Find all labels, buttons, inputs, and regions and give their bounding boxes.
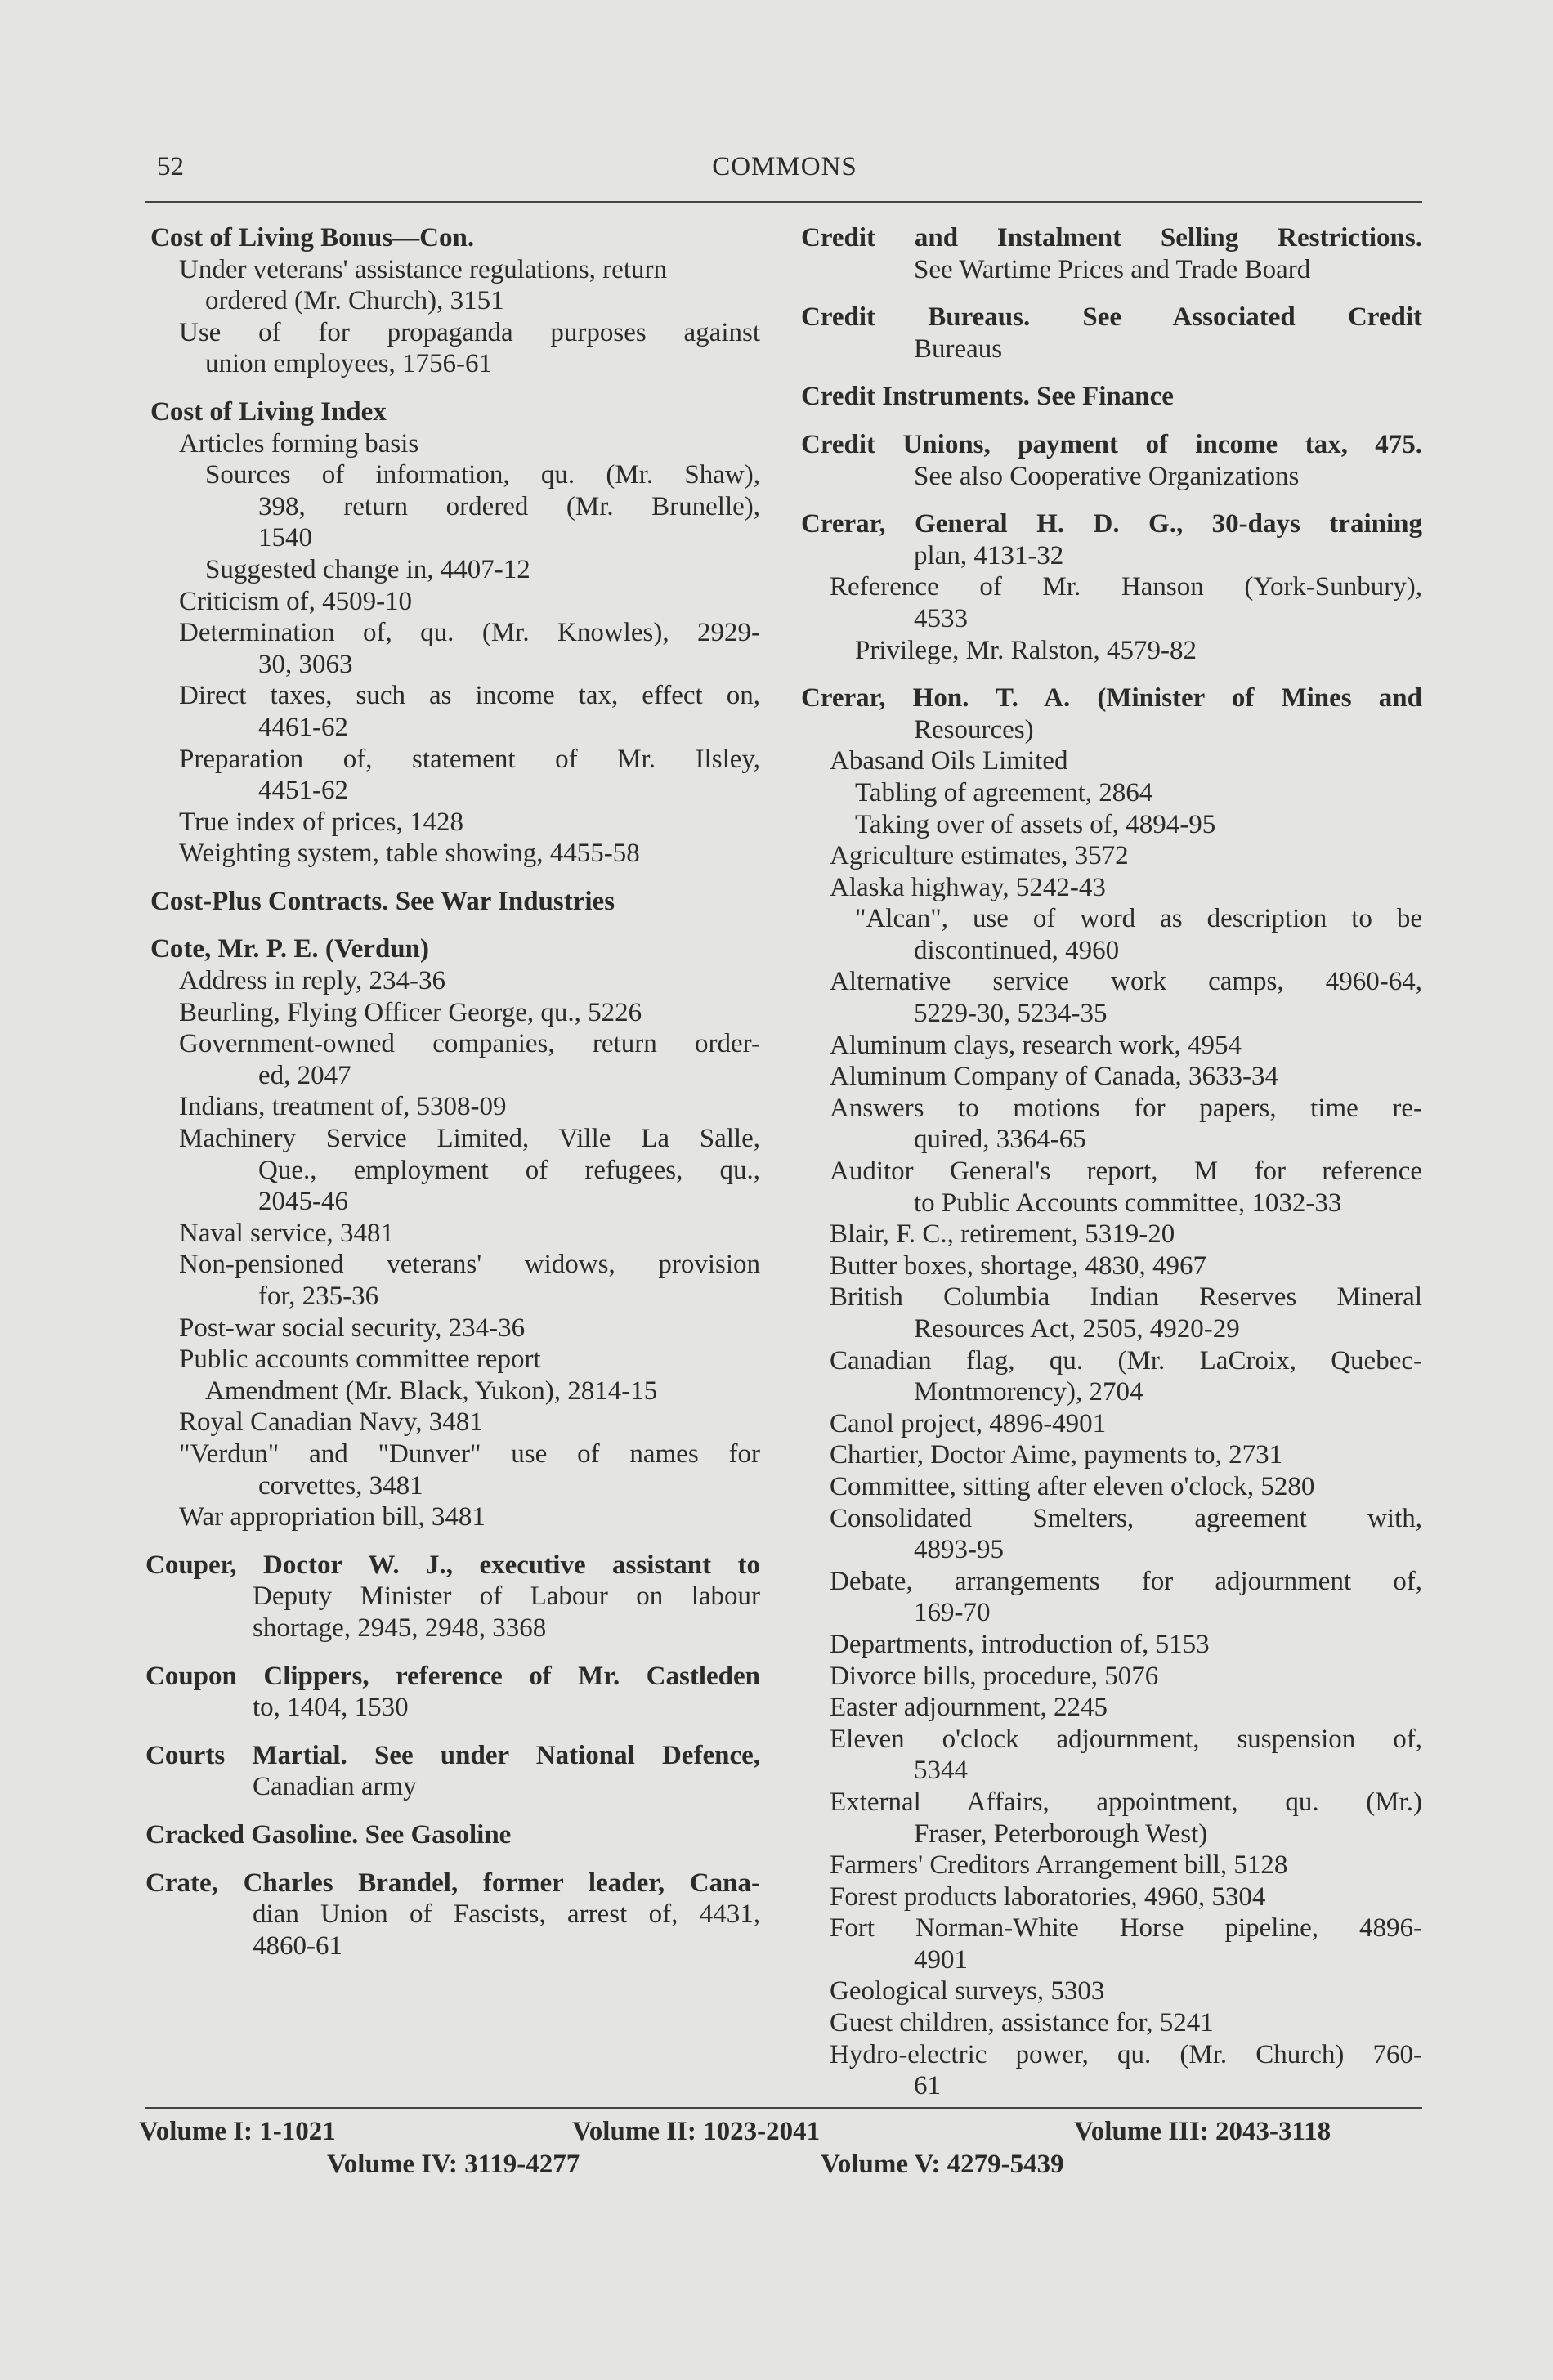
index-heading: Credit Instruments. See Finance: [801, 382, 1174, 412]
index-entry: [145, 396, 760, 870]
index-subentry: 5229-30, 5234-35: [914, 999, 1108, 1029]
index-subentry: Indians, treatment of, 5308-09: [179, 1092, 507, 1122]
index-heading: Cost of Living Index: [150, 396, 387, 427]
index-subentry: Under veterans' assistance regulations, return: [179, 254, 667, 284]
index-subentry: to Public Accounts committee, 1032-33: [914, 1188, 1342, 1218]
index-subentry: Amendment (Mr. Black, Yukon), 2814-15: [205, 1376, 658, 1406]
index-subentry: Forest products laboratories, 4960, 5304: [830, 1881, 1266, 1912]
index-subentry: Criticism of, 4509-10: [179, 586, 413, 616]
footer-rule: [145, 2107, 1422, 2109]
volume-row-2: [139, 2150, 1430, 2182]
index-subentry: Post-war social security, 234-36: [179, 1313, 526, 1343]
index-subentry: 1540: [258, 523, 312, 553]
index-subentry: Alternative service work camps, 4960-64,: [830, 967, 1422, 997]
index-heading: Credit Unions, payment of income tax, 475.: [801, 429, 1422, 459]
index-subentry: Deputy Minister of Labour on labour: [253, 1581, 760, 1612]
index-subentry: Privilege, Mr. Ralston, 4579-82: [855, 635, 1197, 665]
index-subentry: Public accounts committee report: [179, 1344, 541, 1375]
index-subentry: Agriculture estimates, 3572: [830, 841, 1129, 871]
index-subentry: Montmorency), 2704: [914, 1377, 1143, 1407]
index-subentry: Sources of information, qu. (Mr. Shaw),: [205, 460, 760, 490]
index-subentry: Departments, introduction of, 5153: [830, 1629, 1210, 1659]
index-subentry: Answers to motions for papers, time re-: [830, 1093, 1422, 1123]
index-subentry: quired, 3364-65: [914, 1125, 1086, 1155]
index-entry: [801, 429, 1422, 492]
index-subentry: Canadian flag, qu. (Mr. LaCroix, Quebec-: [830, 1345, 1422, 1376]
index-heading: Crerar, Hon. T. A. (Minister of Mines and: [801, 683, 1422, 714]
index-subentry: 5344: [914, 1756, 968, 1786]
index-subentry: Alaska highway, 5242-43: [830, 872, 1106, 902]
index-subentry: British Columbia Indian Reserves Mineral: [830, 1282, 1422, 1313]
page-number: 52: [157, 152, 184, 181]
index-subentry: Aluminum clays, research work, 4954: [830, 1030, 1242, 1060]
index-subentry: Consolidated Smelters, agreement with,: [830, 1503, 1422, 1533]
index-entry: [145, 1550, 760, 1644]
index-subentry: 4860-61: [253, 1930, 342, 1961]
index-subentry: See also Cooperative Organizations: [914, 461, 1300, 491]
volume-2-range: Volume II: 1023-2041: [572, 2117, 821, 2146]
index-subentry: union employees, 1756-61: [205, 349, 493, 379]
index-entry: [801, 381, 1422, 413]
index-entry: [145, 1661, 760, 1724]
index-entry: [145, 222, 760, 380]
running-head: COMMONS: [712, 152, 857, 181]
index-heading: Coupon Clippers, reference of Mr. Castleden: [145, 1661, 760, 1691]
index-subentry: plan, 4131-32: [914, 540, 1064, 570]
index-subentry: 4533: [914, 603, 968, 633]
index-subentry: Articles forming basis: [179, 428, 419, 459]
index-subentry: Use of for propaganda purposes against: [179, 317, 760, 347]
index-subentry: "Alcan", use of word as description to be: [855, 904, 1422, 934]
index-heading: Credit Bureaus. See Associated Credit: [801, 302, 1422, 333]
index-entry: [145, 933, 760, 1532]
index-subentry: for, 235-36: [258, 1282, 379, 1311]
index-subentry: External Affairs, appointment, qu. (Mr.): [830, 1787, 1422, 1817]
volume-4-range: Volume IV: 3119-4277: [327, 2150, 580, 2179]
index-heading: Couper, Doctor W. J., executive assistant to: [145, 1550, 760, 1580]
index-subentry: Determination of, qu. (Mr. Knowles), 2929-: [179, 618, 760, 648]
index-subentry: Blair, F. C., retirement, 5319-20: [830, 1219, 1175, 1250]
index-heading: Cracked Gasoline. See Gasoline: [145, 1819, 512, 1850]
index-entry: [801, 682, 1422, 2102]
index-subentry: discontinued, 4960: [914, 935, 1120, 965]
index-subentry: Fort Norman-White Horse pipeline, 4896-: [830, 1913, 1422, 1944]
index-subentry: Hydro-electric power, qu. (Mr. Church) 760-: [830, 2039, 1422, 2069]
index-subentry: 4893-95: [914, 1535, 1004, 1565]
index-subentry: War appropriation bill, 3481: [179, 1502, 486, 1532]
index-subentry: 4901: [914, 1944, 968, 1975]
index-subentry: Bureaus: [914, 333, 1003, 364]
index-subentry: See Wartime Prices and Trade Board: [914, 254, 1311, 284]
index-subentry: Debate, arrangements for adjournment of,: [830, 1566, 1422, 1596]
index-subentry: 398, return ordered (Mr. Brunelle),: [258, 491, 760, 521]
index-entry: [145, 886, 760, 918]
index-subentry: Suggested change in, 4407-12: [205, 554, 530, 584]
left-column: [145, 222, 760, 1978]
index-heading: Cost-Plus Contracts. See War Industries: [150, 886, 615, 916]
index-subentry: Geological surveys, 5303: [830, 1976, 1105, 2006]
index-heading: Cote, Mr. P. E. (Verdun): [150, 934, 430, 964]
index-subentry: Auditor General's report, M for reference: [830, 1156, 1422, 1187]
volume-5-range: Volume V: 4279-5439: [821, 2150, 1064, 2179]
index-subentry: "Verdun" and "Dunver" use of names for: [179, 1438, 760, 1469]
index-subentry: Abasand Oils Limited: [830, 746, 1068, 776]
index-subentry: Divorce bills, procedure, 5076: [830, 1661, 1159, 1691]
index-subentry: Canol project, 4896-4901: [830, 1408, 1107, 1438]
index-subentry: 61: [914, 2071, 941, 2101]
index-subentry: Farmers' Creditors Arrangement bill, 5128: [830, 1850, 1288, 1881]
index-subentry: Beurling, Flying Officer George, qu., 5226: [179, 997, 642, 1027]
index-heading: Cost of Living Bonus—Con.: [150, 223, 475, 253]
page-header: [147, 152, 1422, 193]
right-column: [801, 222, 1422, 2118]
index-subentry: 30, 3063: [258, 649, 353, 679]
volume-row-1: [139, 2117, 1430, 2150]
index-subentry: Chartier, Doctor Aime, payments to, 2731: [830, 1440, 1283, 1470]
index-entry: [801, 508, 1422, 666]
index-heading: Crate, Charles Brandel, former leader, Cana-: [145, 1868, 760, 1898]
index-subentry: Royal Canadian Navy, 3481: [179, 1407, 483, 1438]
index-subentry: 4461-62: [258, 712, 348, 742]
index-subentry: corvettes, 3481: [258, 1470, 423, 1501]
index-subentry: Taking over of assets of, 4894-95: [855, 809, 1216, 839]
index-subentry: ed, 2047: [258, 1060, 351, 1090]
index-subentry: Que., employment of refugees, qu.,: [258, 1155, 760, 1185]
index-heading: Crerar, General H. D. G., 30-days training: [801, 509, 1422, 539]
header-rule: [145, 201, 1422, 203]
index-subentry: Resources): [914, 714, 1034, 745]
index-subentry: Easter adjournment, 2245: [830, 1693, 1108, 1723]
index-entry: [145, 1819, 760, 1851]
index-entry: [801, 302, 1422, 365]
index-subentry: Canadian army: [253, 1772, 417, 1802]
index-subentry: Direct taxes, such as income tax, effect on,: [179, 681, 760, 711]
index-subentry: Machinery Service Limited, Ville La Salle,: [179, 1124, 760, 1154]
index-subentry: Naval service, 3481: [179, 1218, 394, 1248]
index-subentry: Butter boxes, shortage, 4830, 4967: [830, 1250, 1207, 1281]
index-subentry: Guest children, assistance for, 5241: [830, 2008, 1214, 2038]
index-subentry: Non-pensioned veterans' widows, provision: [179, 1250, 760, 1280]
volume-1-range: Volume I: 1-1021: [139, 2117, 336, 2146]
index-subentry: 2045-46: [258, 1187, 348, 1217]
index-subentry: Fraser, Peterborough West): [914, 1819, 1208, 1849]
index-heading: Courts Martial. See under National Defence,: [145, 1740, 760, 1770]
index-subentry: Reference of Mr. Hanson (York-Sunbury),: [830, 572, 1422, 602]
index-subentry: Eleven o'clock adjournment, suspension of,: [830, 1724, 1422, 1754]
index-subentry: shortage, 2945, 2948, 3368: [253, 1613, 547, 1643]
index-subentry: Government-owned companies, return order-: [179, 1029, 760, 1059]
index-subentry: ordered (Mr. Church), 3151: [205, 286, 504, 316]
index-subentry: 4451-62: [258, 776, 348, 806]
index-heading: Credit and Instalment Selling Restrictions.: [801, 223, 1422, 253]
index-subentry: Tabling of agreement, 2864: [855, 777, 1153, 808]
index-subentry: True index of prices, 1428: [179, 807, 463, 837]
index-entry: [145, 1868, 760, 1962]
index-subentry: Preparation of, statement of Mr. Ilsley,: [179, 744, 760, 774]
index-subentry: Resources Act, 2505, 4920-29: [914, 1314, 1240, 1344]
index-subentry: 169-70: [914, 1598, 991, 1628]
volume-3-range: Volume III: 2043-3118: [1074, 2117, 1331, 2146]
index-subentry: dian Union of Fascists, arrest of, 4431,: [253, 1899, 760, 1930]
index-subentry: Aluminum Company of Canada, 3633-34: [830, 1062, 1279, 1092]
index-subentry: Weighting system, table showing, 4455-58: [179, 839, 640, 869]
index-subentry: to, 1404, 1530: [253, 1693, 409, 1723]
index-subentry: Committee, sitting after eleven o'clock, 5280: [830, 1471, 1315, 1501]
index-entry: [145, 1740, 760, 1803]
index-entry: [801, 222, 1422, 285]
index-subentry: Address in reply, 234-36: [179, 966, 445, 996]
volume-footer: [139, 2117, 1430, 2182]
